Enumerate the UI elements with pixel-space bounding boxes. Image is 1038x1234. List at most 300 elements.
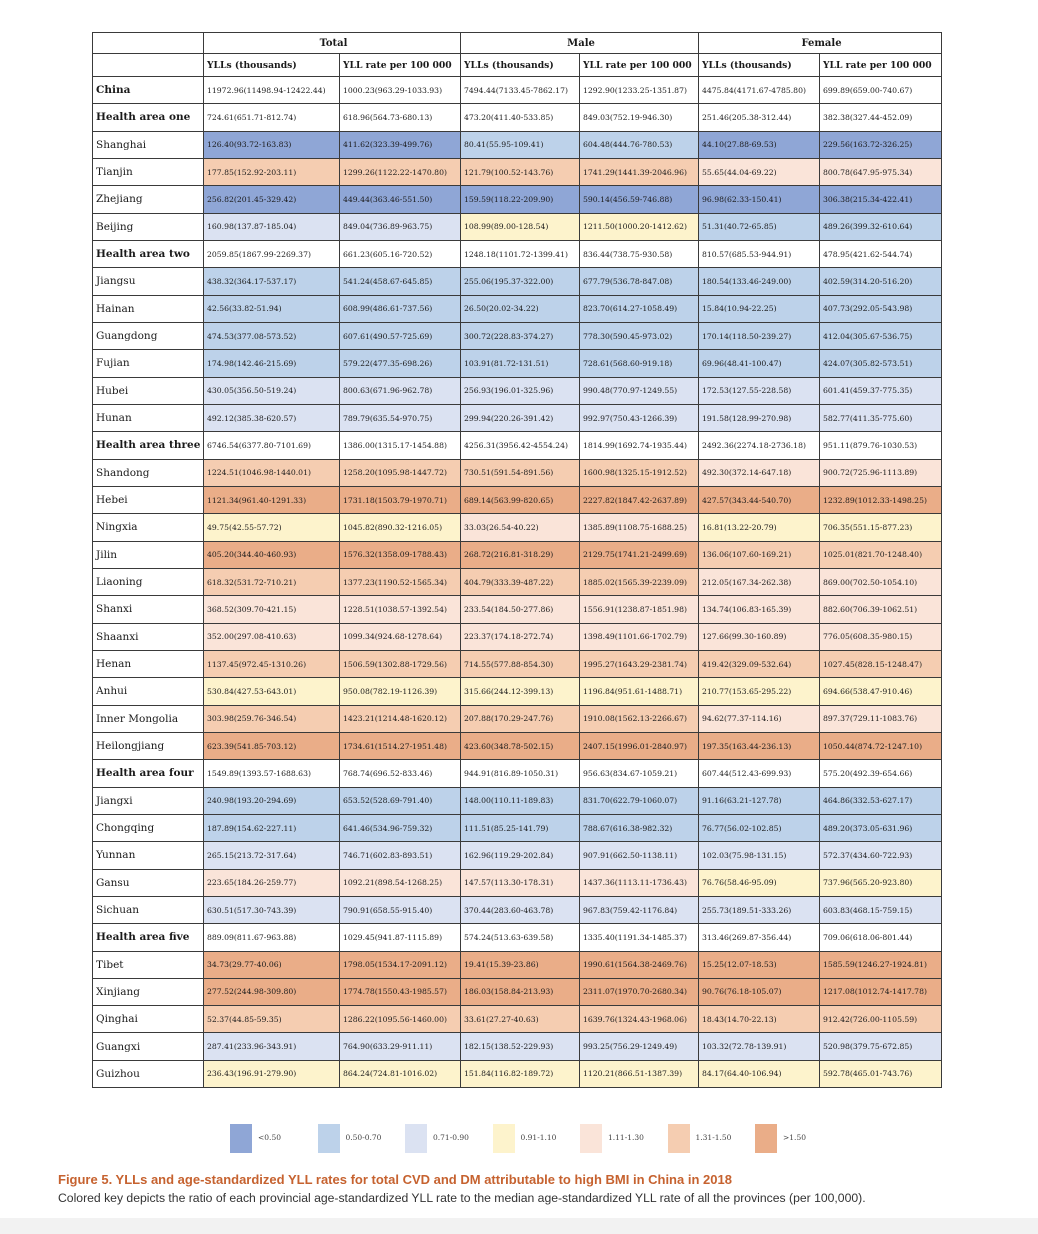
table-cell: 103.32(72.78-139.91): [699, 1033, 820, 1060]
table-cell: 706.35(551.15-877.23): [820, 514, 942, 541]
table-row: [93, 459, 942, 486]
table-cell: 618.32(531.72-710.21): [204, 568, 340, 595]
table-cell: 1092.21(898.54-1268.25): [340, 869, 461, 896]
province-label: Ningxia: [93, 514, 204, 541]
table-cell: 236.43(196.91-279.90): [204, 1060, 340, 1087]
province-label: Fujian: [93, 350, 204, 377]
table-row: [93, 240, 942, 267]
province-label: Anhui: [93, 678, 204, 705]
table-cell: 15.84(10.94-22.25): [699, 295, 820, 322]
table-cell: 407.73(292.05-543.98): [820, 295, 942, 322]
table-row: [93, 158, 942, 185]
table-cell: 2407.15(1996.01-2840.97): [580, 732, 699, 759]
table-cell: 147.57(113.30-178.31): [461, 869, 580, 896]
table-row: [93, 268, 942, 295]
table-cell: 473.20(411.40-533.85): [461, 104, 580, 131]
province-label: Hunan: [93, 404, 204, 431]
table-cell: 800.63(671.96-962.78): [340, 377, 461, 404]
table-cell: 768.74(696.52-833.46): [340, 760, 461, 787]
table-cell: 1248.18(1101.72-1399.41): [461, 240, 580, 267]
table-cell: 172.53(127.55-228.58): [699, 377, 820, 404]
table-cell: 255.73(189.51-333.26): [699, 896, 820, 923]
table-cell: 256.93(196.01-325.96): [461, 377, 580, 404]
area-label: Health area four: [93, 760, 204, 787]
table-cell: 44.10(27.88-69.53): [699, 131, 820, 158]
table-row: [93, 732, 942, 759]
table-cell: 836.44(738.75-930.58): [580, 240, 699, 267]
table-cell: 26.50(20.02-34.22): [461, 295, 580, 322]
table-cell: 51.31(40.72-65.85): [699, 213, 820, 240]
table-cell: 590.14(456.59-746.88): [580, 186, 699, 213]
table-cell: 1232.89(1012.33-1498.25): [820, 486, 942, 513]
province-label: Beijing: [93, 213, 204, 240]
table-cell: 1027.45(828.15-1248.47): [820, 650, 942, 677]
table-row: [93, 650, 942, 677]
table-cell: 134.74(106.83-165.39): [699, 596, 820, 623]
table-row: [93, 104, 942, 131]
table-cell: 864.24(724.81-1016.02): [340, 1060, 461, 1087]
province-label: Jiangsu: [93, 268, 204, 295]
legend-swatch: [755, 1124, 777, 1153]
table-cell: 4475.84(4171.67-4785.80): [699, 77, 820, 104]
col-header: YLL rate per 100 000: [340, 54, 461, 77]
province-label: Chongqing: [93, 814, 204, 841]
table-cell: 575.20(492.39-654.66): [820, 760, 942, 787]
table-cell: 1585.59(1246.27-1924.81): [820, 951, 942, 978]
table-cell: 265.15(213.72-317.64): [204, 842, 340, 869]
table-cell: 912.42(726.00-1105.59): [820, 1006, 942, 1033]
table-cell: 49.75(42.55-57.72): [204, 514, 340, 541]
table-row: [93, 1033, 942, 1060]
table-cell: 592.78(465.01-743.76): [820, 1060, 942, 1087]
province-label: Sichuan: [93, 896, 204, 923]
table-cell: 1506.59(1302.88-1729.56): [340, 650, 461, 677]
figure-caption-text: Colored key depicts the ratio of each provincial age-standardized YLL rate to the median age-standardized YLL rate of all the provinces (per 100,000).: [58, 1191, 866, 1205]
table-cell: 52.37(44.85-59.35): [204, 1006, 340, 1033]
legend-label: >1.50: [783, 1133, 806, 1142]
table-cell: 601.41(459.37-775.35): [820, 377, 942, 404]
table-cell: 1885.02(1565.39-2239.09): [580, 568, 699, 595]
table-cell: 18.43(14.70-22.13): [699, 1006, 820, 1033]
table-cell: 1423.21(1214.48-1620.12): [340, 705, 461, 732]
table-cell: 630.51(517.30-743.39): [204, 896, 340, 923]
table-row: [93, 1006, 942, 1033]
table-cell: 1377.23(1190.52-1565.34): [340, 568, 461, 595]
group-header-total: Total: [204, 33, 461, 54]
table-row: [93, 924, 942, 951]
table-cell: 689.14(563.99-820.65): [461, 486, 580, 513]
col-header: YLLs (thousands): [699, 54, 820, 77]
table-cell: 233.54(184.50-277.86): [461, 596, 580, 623]
table-cell: 223.37(174.18-272.74): [461, 623, 580, 650]
province-label: Jilin: [93, 541, 204, 568]
table-cell: 207.88(170.29-247.76): [461, 705, 580, 732]
table-cell: 778.30(590.45-973.02): [580, 322, 699, 349]
table-cell: 102.03(75.98-131.15): [699, 842, 820, 869]
legend-label: 1.11-1.30: [608, 1133, 644, 1142]
table-cell: 1099.34(924.68-1278.64): [340, 623, 461, 650]
table-cell: 603.83(468.15-759.15): [820, 896, 942, 923]
table-cell: 730.51(591.54-891.56): [461, 459, 580, 486]
table-cell: 1741.29(1441.39-2046.96): [580, 158, 699, 185]
area-label: Health area three: [93, 432, 204, 459]
table-cell: 831.70(622.79-1060.07): [580, 787, 699, 814]
province-label: Tianjin: [93, 158, 204, 185]
table-cell: 900.72(725.96-1113.89): [820, 459, 942, 486]
table-cell: 489.20(373.05-631.96): [820, 814, 942, 841]
table-cell: 607.44(512.43-699.93): [699, 760, 820, 787]
table-cell: 424.07(305.82-573.51): [820, 350, 942, 377]
table-cell: 268.72(216.81-318.29): [461, 541, 580, 568]
table-cell: 1437.36(1113.11-1736.43): [580, 869, 699, 896]
table-row: [93, 541, 942, 568]
group-header-row: [93, 33, 942, 54]
table-cell: 530.84(427.53-643.01): [204, 678, 340, 705]
table-cell: 33.61(27.27-40.63): [461, 1006, 580, 1033]
table-cell: 182.15(138.52-229.93): [461, 1033, 580, 1060]
legend-swatch: [580, 1124, 602, 1153]
table-cell: 1211.50(1000.20-1412.62): [580, 213, 699, 240]
table-cell: 776.05(608.35-980.15): [820, 623, 942, 650]
table-cell: 951.11(879.76-1030.53): [820, 432, 942, 459]
table-row: [93, 568, 942, 595]
table-row: [93, 322, 942, 349]
table-cell: 42.56(33.82-51.94): [204, 295, 340, 322]
table-cell: 1990.61(1564.38-2469.76): [580, 951, 699, 978]
table-cell: 2311.07(1970.70-2680.34): [580, 978, 699, 1005]
table-cell: 11972.96(11498.94-12422.44): [204, 77, 340, 104]
table-cell: 699.89(659.00-740.67): [820, 77, 942, 104]
table-cell: 788.67(616.38-982.32): [580, 814, 699, 841]
legend-swatch: [230, 1124, 252, 1153]
table-cell: 520.98(379.75-672.85): [820, 1033, 942, 1060]
province-label: Gansu: [93, 869, 204, 896]
header-corner: [93, 33, 204, 54]
province-label: Guangxi: [93, 1033, 204, 1060]
table-cell: 210.77(153.65-295.22): [699, 678, 820, 705]
table-row: [93, 705, 942, 732]
table-cell: 992.97(750.43-1266.39): [580, 404, 699, 431]
table-cell: 478.95(421.62-544.74): [820, 240, 942, 267]
table-cell: 90.76(76.18-105.07): [699, 978, 820, 1005]
table-cell: 1000.23(963.29-1033.93): [340, 77, 461, 104]
table-cell: 148.00(110.11-189.83): [461, 787, 580, 814]
table-cell: 709.06(618.06-801.44): [820, 924, 942, 951]
table-cell: 4256.31(3956.42-4554.24): [461, 432, 580, 459]
table-cell: 1224.51(1046.98-1440.01): [204, 459, 340, 486]
table-cell: 180.54(133.46-249.00): [699, 268, 820, 295]
table-row: [93, 814, 942, 841]
table-cell: 1286.22(1095.56-1460.00): [340, 1006, 461, 1033]
table-cell: 582.77(411.35-775.60): [820, 404, 942, 431]
table-cell: 823.70(614.27-1058.49): [580, 295, 699, 322]
table-cell: 579.22(477.35-698.26): [340, 350, 461, 377]
legend-swatch: [493, 1124, 515, 1153]
table-cell: 746.71(602.83-893.51): [340, 842, 461, 869]
table-cell: 623.39(541.85-703.12): [204, 732, 340, 759]
table-cell: 382.38(327.44-452.09): [820, 104, 942, 131]
table-cell: 251.46(205.38-312.44): [699, 104, 820, 131]
table-cell: 1386.00(1315.17-1454.88): [340, 432, 461, 459]
table-cell: 1121.34(961.40-1291.33): [204, 486, 340, 513]
table-cell: 405.20(344.40-460.93): [204, 541, 340, 568]
province-label: Guangdong: [93, 322, 204, 349]
province-label: Inner Mongolia: [93, 705, 204, 732]
table-cell: 306.38(215.34-422.41): [820, 186, 942, 213]
table-cell: 151.84(116.82-189.72): [461, 1060, 580, 1087]
table-cell: 402.59(314.20-516.20): [820, 268, 942, 295]
table-cell: 1910.08(1562.13-2266.67): [580, 705, 699, 732]
table-cell: 7494.44(7133.45-7862.17): [461, 77, 580, 104]
table-cell: 1814.99(1692.74-1935.44): [580, 432, 699, 459]
table-cell: 160.98(137.87-185.04): [204, 213, 340, 240]
table-row: [93, 978, 942, 1005]
table-cell: 96.98(62.33-150.41): [699, 186, 820, 213]
table-row: [93, 869, 942, 896]
table-cell: 313.46(269.87-356.44): [699, 924, 820, 951]
province-label: Jiangxi: [93, 787, 204, 814]
legend-swatch: [668, 1124, 690, 1153]
table-cell: 174.98(142.46-215.69): [204, 350, 340, 377]
province-label: Tibet: [93, 951, 204, 978]
table-cell: 277.52(244.98-309.80): [204, 978, 340, 1005]
table-row: [93, 760, 942, 787]
table-cell: 197.35(163.44-236.13): [699, 732, 820, 759]
table-cell: 438.32(364.17-537.17): [204, 268, 340, 295]
province-label: Guizhou: [93, 1060, 204, 1087]
table-cell: 1734.61(1514.27-1951.48): [340, 732, 461, 759]
table-row: [93, 432, 942, 459]
table-cell: 121.79(100.52-143.76): [461, 158, 580, 185]
table-cell: 2227.82(1847.42-2637.89): [580, 486, 699, 513]
table-cell: 849.03(752.19-946.30): [580, 104, 699, 131]
table-cell: 1995.27(1643.29-2381.74): [580, 650, 699, 677]
table-cell: 800.78(647.95-975.34): [820, 158, 942, 185]
table-cell: 1196.84(951.61-1488.71): [580, 678, 699, 705]
table-row: [93, 896, 942, 923]
table-row: [93, 186, 942, 213]
table-cell: 177.85(152.92-203.11): [204, 158, 340, 185]
table-cell: 430.05(356.50-519.24): [204, 377, 340, 404]
table-cell: 315.66(244.12-399.13): [461, 678, 580, 705]
province-label: Henan: [93, 650, 204, 677]
table-cell: 33.03(26.54-40.22): [461, 514, 580, 541]
table-cell: 882.60(706.39-1062.51): [820, 596, 942, 623]
table-cell: 993.25(756.29-1249.49): [580, 1033, 699, 1060]
table-cell: 191.58(128.99-270.98): [699, 404, 820, 431]
legend-label: 1.31-1.50: [695, 1133, 732, 1142]
ylls-table: [92, 32, 942, 1088]
table-cell: 1398.49(1101.66-1702.79): [580, 623, 699, 650]
table-cell: 94.62(77.37-114.16): [699, 705, 820, 732]
table-row: [93, 842, 942, 869]
figure-caption-title: Figure 5. YLLs and age-standardized YLL rates for total CVD and DM attributable to high BMI in China in 2018: [58, 1172, 732, 1187]
table-cell: 103.91(81.72-131.51): [461, 350, 580, 377]
table-cell: 1798.05(1534.17-2091.12): [340, 951, 461, 978]
col-header: YLLs (thousands): [204, 54, 340, 77]
table-cell: 162.96(119.29-202.84): [461, 842, 580, 869]
table-cell: 1600.98(1325.15-1912.52): [580, 459, 699, 486]
legend-swatch: [405, 1124, 427, 1153]
group-header-male: Male: [461, 33, 699, 54]
table-cell: 186.03(158.84-213.93): [461, 978, 580, 1005]
table-cell: 1576.32(1358.09-1788.43): [340, 541, 461, 568]
province-label: Heilongjiang: [93, 732, 204, 759]
table-row: [93, 350, 942, 377]
legend-swatch: [318, 1124, 340, 1153]
table-cell: 897.37(729.11-1083.76): [820, 705, 942, 732]
table-cell: 464.86(332.53-627.17): [820, 787, 942, 814]
table-cell: 869.00(702.50-1054.10): [820, 568, 942, 595]
table-cell: 300.72(228.83-374.27): [461, 322, 580, 349]
table-cell: 889.09(811.67-963.88): [204, 924, 340, 951]
table-cell: 661.23(605.16-720.52): [340, 240, 461, 267]
province-label: Shaanxi: [93, 623, 204, 650]
table-cell: 1029.45(941.87-1115.89): [340, 924, 461, 951]
table-cell: 489.26(399.32-610.64): [820, 213, 942, 240]
group-header-female: Female: [699, 33, 942, 54]
table-cell: 299.94(220.26-391.42): [461, 404, 580, 431]
province-label: Shandong: [93, 459, 204, 486]
table-cell: 411.62(323.39-499.76): [340, 131, 461, 158]
table-cell: 492.12(385.38-620.57): [204, 404, 340, 431]
table-row: [93, 486, 942, 513]
col-header: YLL rate per 100 000: [820, 54, 942, 77]
table-cell: 714.55(577.88-854.30): [461, 650, 580, 677]
table-cell: 15.25(12.07-18.53): [699, 951, 820, 978]
table-cell: 419.42(329.09-532.64): [699, 650, 820, 677]
table-cell: 728.61(568.60-919.18): [580, 350, 699, 377]
table-cell: 126.40(93.72-163.83): [204, 131, 340, 158]
table-cell: 541.24(458.67-645.85): [340, 268, 461, 295]
table-row: [93, 623, 942, 650]
table-cell: 212.05(167.34-262.38): [699, 568, 820, 595]
table-cell: 69.96(48.41-100.47): [699, 350, 820, 377]
table-cell: 950.08(782.19-1126.39): [340, 678, 461, 705]
table-cell: 55.65(44.04-69.22): [699, 158, 820, 185]
table-cell: 136.06(107.60-169.21): [699, 541, 820, 568]
table-row: [93, 596, 942, 623]
table-cell: 474.53(377.08-573.52): [204, 322, 340, 349]
table-cell: 2129.75(1741.21-2499.69): [580, 541, 699, 568]
table-cell: 34.73(29.77-40.06): [204, 951, 340, 978]
table-cell: 2059.85(1867.99-2269.37): [204, 240, 340, 267]
table-cell: 287.41(233.96-343.91): [204, 1033, 340, 1060]
table-cell: 223.65(184.26-259.77): [204, 869, 340, 896]
table-cell: 368.52(309.70-421.15): [204, 596, 340, 623]
province-label: Hainan: [93, 295, 204, 322]
table-row: [93, 787, 942, 814]
table-cell: 76.77(56.02-102.85): [699, 814, 820, 841]
table-cell: 694.66(538.47-910.46): [820, 678, 942, 705]
table-cell: 255.06(195.37-322.00): [461, 268, 580, 295]
table-cell: 427.57(343.44-540.70): [699, 486, 820, 513]
table-cell: 1045.82(890.32-1216.05): [340, 514, 461, 541]
table-cell: 127.66(99.30-160.89): [699, 623, 820, 650]
table-row: [93, 678, 942, 705]
col-header: YLL rate per 100 000: [580, 54, 699, 77]
table-cell: 1137.45(972.45-1310.26): [204, 650, 340, 677]
table-row: [93, 1060, 942, 1087]
table-cell: 170.14(118.50-239.27): [699, 322, 820, 349]
column-header-row: [93, 54, 942, 77]
area-label: Health area one: [93, 104, 204, 131]
table-cell: 1774.78(1550.43-1985.57): [340, 978, 461, 1005]
table-cell: 956.63(834.67-1059.21): [580, 760, 699, 787]
table-row: [93, 377, 942, 404]
table-cell: 6746.54(6377.80-7101.69): [204, 432, 340, 459]
table-cell: 2492.36(2274.18-2736.18): [699, 432, 820, 459]
table-cell: 111.51(85.25-141.79): [461, 814, 580, 841]
table-cell: 91.16(63.21-127.78): [699, 787, 820, 814]
table-cell: 1731.18(1503.79-1970.71): [340, 486, 461, 513]
table-row: [93, 131, 942, 158]
legend-label: 0.50-0.70: [345, 1133, 382, 1142]
table-cell: 1549.89(1393.57-1688.63): [204, 760, 340, 787]
table-cell: 641.46(534.96-759.32): [340, 814, 461, 841]
table-cell: 159.59(118.22-209.90): [461, 186, 580, 213]
table-row: [93, 295, 942, 322]
table-cell: 1639.76(1324.43-1968.06): [580, 1006, 699, 1033]
legend-label: 0.71-0.90: [433, 1133, 469, 1142]
table-cell: 256.82(201.45-329.42): [204, 186, 340, 213]
table-cell: 944.91(816.89-1050.31): [461, 760, 580, 787]
table-cell: 990.48(770.97-1249.55): [580, 377, 699, 404]
table-cell: 572.37(434.60-722.93): [820, 842, 942, 869]
table-cell: 653.52(528.69-791.40): [340, 787, 461, 814]
table-cell: 229.56(163.72-326.25): [820, 131, 942, 158]
table-cell: 1050.44(874.72-1247.10): [820, 732, 942, 759]
table-cell: 849.04(736.89-963.75): [340, 213, 461, 240]
table-cell: 412.04(305.67-536.75): [820, 322, 942, 349]
table-cell: 76.76(58.46-95.09): [699, 869, 820, 896]
table-cell: 492.30(372.14-647.18): [699, 459, 820, 486]
table-cell: 737.96(565.20-923.80): [820, 869, 942, 896]
table-cell: 303.98(259.76-346.54): [204, 705, 340, 732]
table-cell: 1025.01(821.70-1248.40): [820, 541, 942, 568]
table-row: [93, 951, 942, 978]
province-label: Yunnan: [93, 842, 204, 869]
header-corner-2: [93, 54, 204, 77]
province-label: Zhejiang: [93, 186, 204, 213]
table-cell: 967.83(759.42-1176.84): [580, 896, 699, 923]
table-cell: 789.79(635.54-970.75): [340, 404, 461, 431]
table-cell: 907.91(662.50-1138.11): [580, 842, 699, 869]
table-cell: 240.98(193.20-294.69): [204, 787, 340, 814]
province-label: Hubei: [93, 377, 204, 404]
page-bottom-band: [0, 1218, 1038, 1234]
table-cell: 1299.26(1122.22-1470.80): [340, 158, 461, 185]
table-cell: 84.17(64.40-106.94): [699, 1060, 820, 1087]
province-label: Shanxi: [93, 596, 204, 623]
table-cell: 16.81(13.22-20.79): [699, 514, 820, 541]
table-cell: 604.48(444.76-780.53): [580, 131, 699, 158]
table-cell: 1217.08(1012.74-1417.78): [820, 978, 942, 1005]
table-cell: 764.90(633.29-911.11): [340, 1033, 461, 1060]
table-cell: 187.89(154.62-227.11): [204, 814, 340, 841]
table-cell: 1228.51(1038.57-1392.54): [340, 596, 461, 623]
table-cell: 618.96(564.73-680.13): [340, 104, 461, 131]
province-label: Hebei: [93, 486, 204, 513]
table-row: [93, 404, 942, 431]
table-cell: 108.99(89.00-128.54): [461, 213, 580, 240]
table-cell: 19.41(15.39-23.86): [461, 951, 580, 978]
province-label: Shanghai: [93, 131, 204, 158]
table-row: [93, 514, 942, 541]
table-cell: 608.99(486.61-737.56): [340, 295, 461, 322]
table-cell: 1292.90(1233.25-1351.87): [580, 77, 699, 104]
table-cell: 352.00(297.08-410.63): [204, 623, 340, 650]
